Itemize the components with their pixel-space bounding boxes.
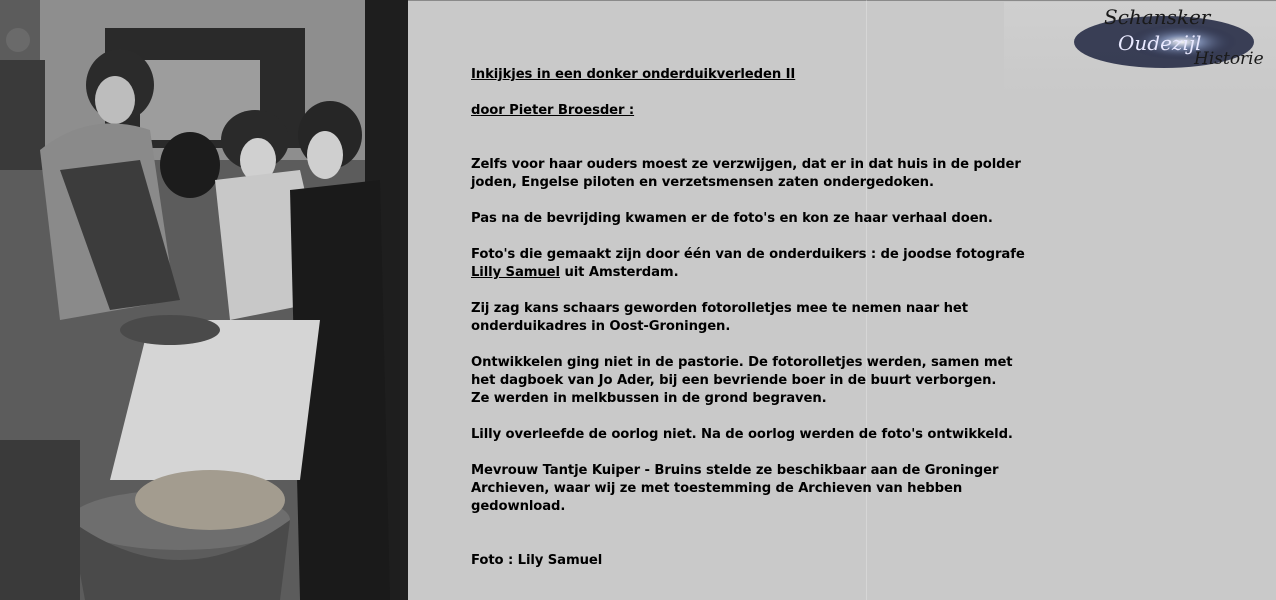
paragraph-6: Lilly overleefde de oorlog niet. Na de oorlog werden de foto's ontwikkeld. bbox=[471, 427, 1013, 442]
paragraph-5-line-3: Ze werden in melkbussen in de grond begraven. bbox=[471, 391, 827, 406]
paragraph-7-line-3: gedownload. bbox=[471, 499, 566, 514]
photo-credit: Foto : Lily Samuel bbox=[471, 553, 603, 568]
article-title: Inkijkjes in een donker onderduikverleden II bbox=[471, 67, 796, 82]
paragraph-3-line-2 bbox=[471, 264, 1031, 282]
article bbox=[471, 66, 1031, 570]
paragraph-1-line-1: Zelfs voor haar ouders moest ze verzwijgen, dat er in dat huis in de polder bbox=[471, 157, 1021, 172]
logo-line1: Schansker bbox=[1104, 5, 1211, 29]
paragraph-4-line-2: onderduikadres in Oost-Groningen. bbox=[471, 319, 731, 334]
paragraph-3-line-1: Foto's die gemaakt zijn door één van de onderduikers : de joodse fotografe bbox=[471, 247, 1025, 262]
logo-line2: Oudezijl bbox=[1118, 31, 1202, 55]
photographer-link[interactable]: Lilly Samuel bbox=[471, 265, 560, 280]
site-logo[interactable] bbox=[1004, 2, 1276, 94]
paragraph-3-rest: uit Amsterdam. bbox=[559, 265, 679, 280]
paragraph-5-line-1: Ontwikkelen ging niet in de pastorie. De fotorolletjes werden, samen met bbox=[471, 355, 1013, 370]
paragraph-5-line-2: het dagboek van Jo Ader, bij een bevriende boer in de buurt verborgen. bbox=[471, 373, 997, 388]
paragraph-7-line-2: Archieven, waar wij ze met toestemming de Archieven van hebben bbox=[471, 481, 963, 496]
paragraph-1-line-2: joden, Engelse piloten en verzetsmensen zaten ondergedoken. bbox=[471, 175, 934, 190]
paragraph-2: Pas na de bevrijding kwamen er de foto's en kon ze haar verhaal doen. bbox=[471, 211, 993, 226]
article-byline: door Pieter Broesder : bbox=[471, 103, 635, 118]
paragraph-4-line-1: Zij zag kans schaars geworden fotorolletjes mee te nemen naar het bbox=[471, 301, 968, 316]
paragraph-7-line-1: Mevrouw Tantje Kuiper - Bruins stelde ze beschikbaar aan de Groninger bbox=[471, 463, 999, 478]
historic-photo bbox=[0, 0, 408, 600]
logo-line3: Historie bbox=[1194, 49, 1264, 69]
